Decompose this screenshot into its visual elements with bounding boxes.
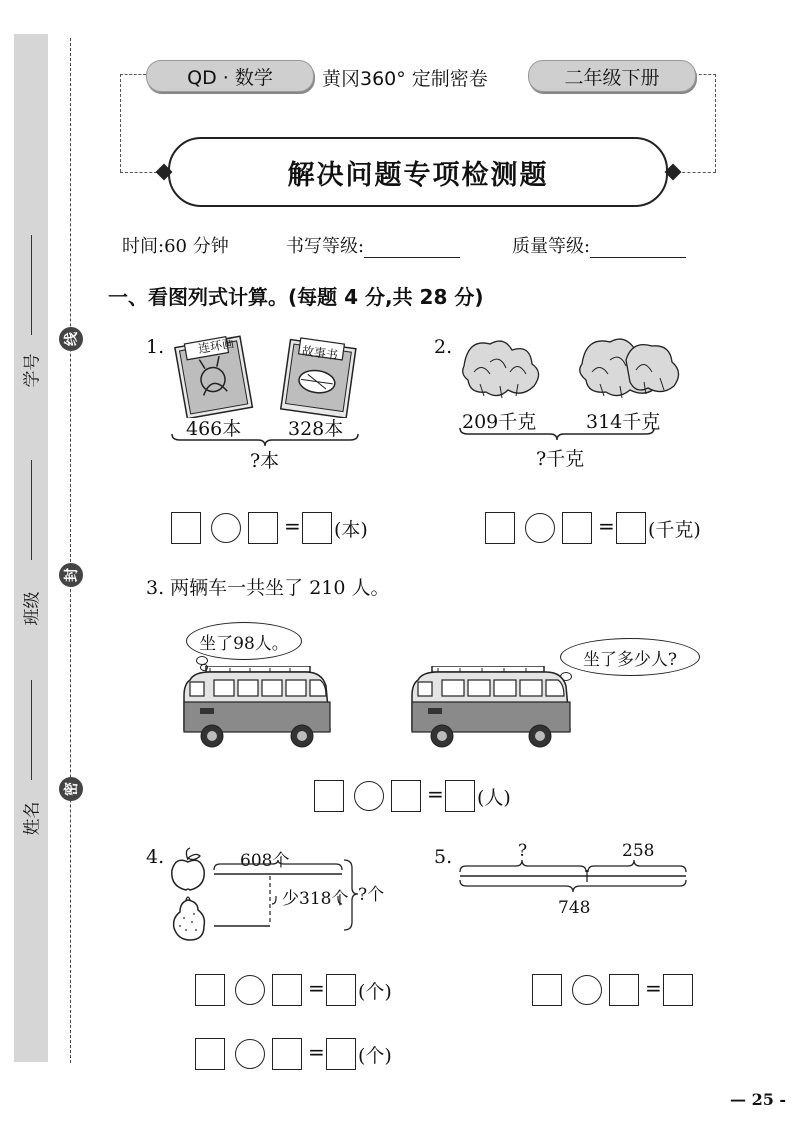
q4-answer1-unit: (个)	[358, 981, 392, 1003]
q5-total: 748	[558, 898, 591, 918]
header-frame-left-side	[120, 74, 121, 172]
section-heading: 一、看图列式计算。(每题 4 分,共 28 分)	[108, 285, 484, 309]
q1-answer-box-2[interactable]	[248, 512, 278, 544]
q5-number: 5.	[434, 846, 453, 868]
q5-value: 258	[622, 841, 655, 861]
q2-number: 2.	[434, 336, 453, 358]
q2-brace	[458, 426, 658, 442]
q3-unit: (人)	[477, 787, 511, 809]
subject-pill: QD · 数学	[146, 60, 314, 92]
student-id-label: 学号	[22, 353, 43, 388]
q5-bar-diagram	[456, 858, 692, 898]
series-title: 黄冈360° 定制密卷	[322, 68, 488, 90]
writing-grade-label: 书写等级:	[286, 236, 365, 257]
seal-dense-mark: 密	[59, 777, 83, 801]
q1-answer-box-result[interactable]	[302, 512, 332, 544]
seal-seal-mark: 封	[59, 563, 83, 587]
class-line	[31, 460, 32, 560]
q4-answer1-operator-circle[interactable]	[235, 975, 265, 1005]
q2-answer-box-1[interactable]	[485, 512, 515, 544]
q4-fruit-illustration	[166, 846, 210, 942]
q4-question: ?个	[358, 885, 385, 905]
q3-speech-bubble-1: 坐了98人。	[186, 622, 302, 660]
q4-answer1-equals: =	[308, 976, 325, 1000]
q3-operator-circle[interactable]	[354, 781, 384, 811]
q1-number: 1.	[146, 336, 165, 358]
q4-answer2-box-2[interactable]	[272, 1038, 302, 1070]
writing-grade-blank[interactable]	[364, 239, 460, 258]
q2-answer-box-2[interactable]	[562, 512, 592, 544]
class-label: 班级	[22, 591, 43, 626]
q4-difference: 少318个	[282, 889, 349, 909]
header-frame-right-top	[694, 74, 716, 75]
q3-answer-box-result[interactable]	[445, 780, 475, 812]
q1-unit: (本)	[334, 519, 368, 541]
q2-cabbage-illustration	[460, 332, 690, 402]
q4-answer1-box-1[interactable]	[195, 974, 225, 1006]
q1-equals: =	[284, 514, 301, 538]
q3-speech-bubble-2: 坐了多少人?	[560, 638, 700, 676]
grade-pill: 二年级下册	[528, 60, 696, 92]
q1-value1: 466本	[186, 418, 242, 440]
q2-operator-circle[interactable]	[525, 513, 555, 543]
bus-right-illustration	[408, 666, 574, 748]
q4-answer2-equals: =	[308, 1040, 325, 1064]
q2-answer-box-result[interactable]	[616, 512, 646, 544]
q4-answer2-box-1[interactable]	[195, 1038, 225, 1070]
page-title: 解决问题专项检测题	[168, 137, 668, 207]
q5-answer-box-result[interactable]	[663, 974, 693, 1006]
q3-answer-box-2[interactable]	[391, 780, 421, 812]
name-line	[31, 680, 32, 780]
quality-grade-blank[interactable]	[590, 239, 686, 258]
q2-question: ?千克	[536, 448, 585, 470]
q2-value1: 209千克	[462, 411, 537, 433]
q4-answer2-unit: (个)	[358, 1045, 392, 1067]
seal-line-mark: 线	[59, 327, 83, 351]
student-id-line	[31, 235, 32, 335]
q4-answer1-box-2[interactable]	[272, 974, 302, 1006]
q3-answer-box-1[interactable]	[314, 780, 344, 812]
q5-equals: =	[645, 976, 662, 1000]
q1-value2: 328本	[288, 418, 344, 440]
q5-answer-box-1[interactable]	[532, 974, 562, 1006]
q1-answer-box-1[interactable]	[171, 512, 201, 544]
page-number: — 25 -	[730, 1090, 787, 1109]
q1-operator-circle[interactable]	[211, 513, 241, 543]
q4-answer1-box-result[interactable]	[326, 974, 356, 1006]
time-label: 时间:60 分钟	[122, 236, 229, 257]
q5-operator-circle[interactable]	[572, 975, 602, 1005]
q5-unknown: ?	[518, 841, 528, 861]
q2-equals: =	[598, 514, 615, 538]
header-frame-left-top	[120, 74, 146, 75]
book2-title: 故事书	[301, 343, 339, 363]
q4-answer2-box-result[interactable]	[326, 1038, 356, 1070]
q5-answer-box-2[interactable]	[609, 974, 639, 1006]
q4-top-value: 608个	[240, 851, 290, 871]
bus-left-illustration	[180, 666, 332, 748]
q2-unit: (千克)	[648, 519, 701, 541]
name-label: 姓名	[22, 801, 43, 836]
q3-text: 3. 两辆车一共坐了 210 人。	[146, 577, 390, 599]
q3-equals: =	[427, 782, 444, 806]
q1-question: ?本	[250, 450, 280, 472]
q4-answer2-operator-circle[interactable]	[235, 1039, 265, 1069]
q2-value2: 314千克	[586, 411, 661, 433]
writing-grade	[286, 232, 460, 258]
binding-dashed-line	[70, 38, 71, 1063]
book1-title: 连环画	[197, 335, 236, 357]
quality-grade	[512, 232, 686, 258]
q4-number: 4.	[146, 846, 165, 868]
header-frame-right-side	[715, 74, 716, 172]
quality-grade-label: 质量等级:	[512, 236, 591, 257]
